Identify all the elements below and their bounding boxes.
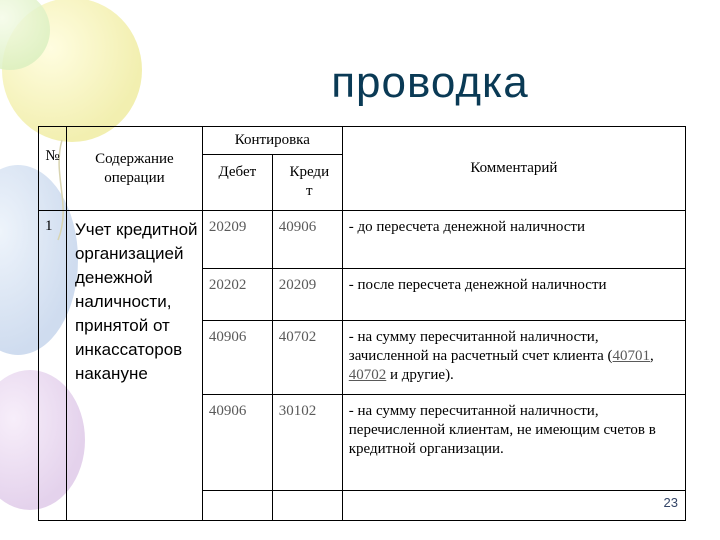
row-comment: - до пересчета денежной наличности bbox=[342, 211, 685, 269]
empty-cell bbox=[202, 491, 272, 521]
account-link-40701[interactable]: 40701 bbox=[612, 347, 651, 364]
credit-account: 40702 bbox=[272, 321, 342, 395]
header-comment: Комментарий bbox=[342, 127, 685, 211]
empty-cell bbox=[272, 491, 342, 521]
row-comment bbox=[342, 321, 685, 395]
credit-account: 20209 bbox=[272, 269, 342, 321]
header-debit: Дебет bbox=[202, 155, 272, 211]
postings-table bbox=[38, 126, 686, 521]
comment-separator: , bbox=[650, 347, 654, 364]
page-number: 23 bbox=[663, 495, 678, 510]
page-title: проводка bbox=[331, 58, 529, 107]
header-contirovka: Контировка bbox=[202, 127, 342, 155]
comment-text: - на сумму пересчитанной наличности, зачисленной на расчетный счет клиента ( bbox=[348, 329, 613, 364]
row-comment: - на сумму пересчитанной наличности, перечисленной клиентам, не имеющим счетов в кредитной организации. bbox=[342, 395, 685, 491]
debit-account: 40906 bbox=[202, 321, 272, 395]
table-row bbox=[39, 211, 686, 269]
comment-text-end: и другие). bbox=[386, 366, 454, 383]
header-credit: Креди т bbox=[272, 155, 342, 211]
debit-account: 20202 bbox=[202, 269, 272, 321]
debit-account: 40906 bbox=[202, 395, 272, 491]
header-content: Содержание операции bbox=[66, 127, 202, 211]
header-number: № bbox=[39, 127, 67, 211]
table-header-row bbox=[39, 127, 686, 155]
credit-account: 30102 bbox=[272, 395, 342, 491]
debit-account: 20209 bbox=[202, 211, 272, 269]
operation-content: Учет кредитной организацией денежной наличности, принятой от инкассаторов накануне bbox=[66, 211, 202, 521]
account-link-40702[interactable]: 40702 bbox=[348, 366, 387, 383]
row-comment: - после пересчета денежной наличности bbox=[342, 269, 685, 321]
empty-cell bbox=[342, 491, 685, 521]
operation-number: 1 bbox=[39, 211, 67, 521]
credit-account: 40906 bbox=[272, 211, 342, 269]
